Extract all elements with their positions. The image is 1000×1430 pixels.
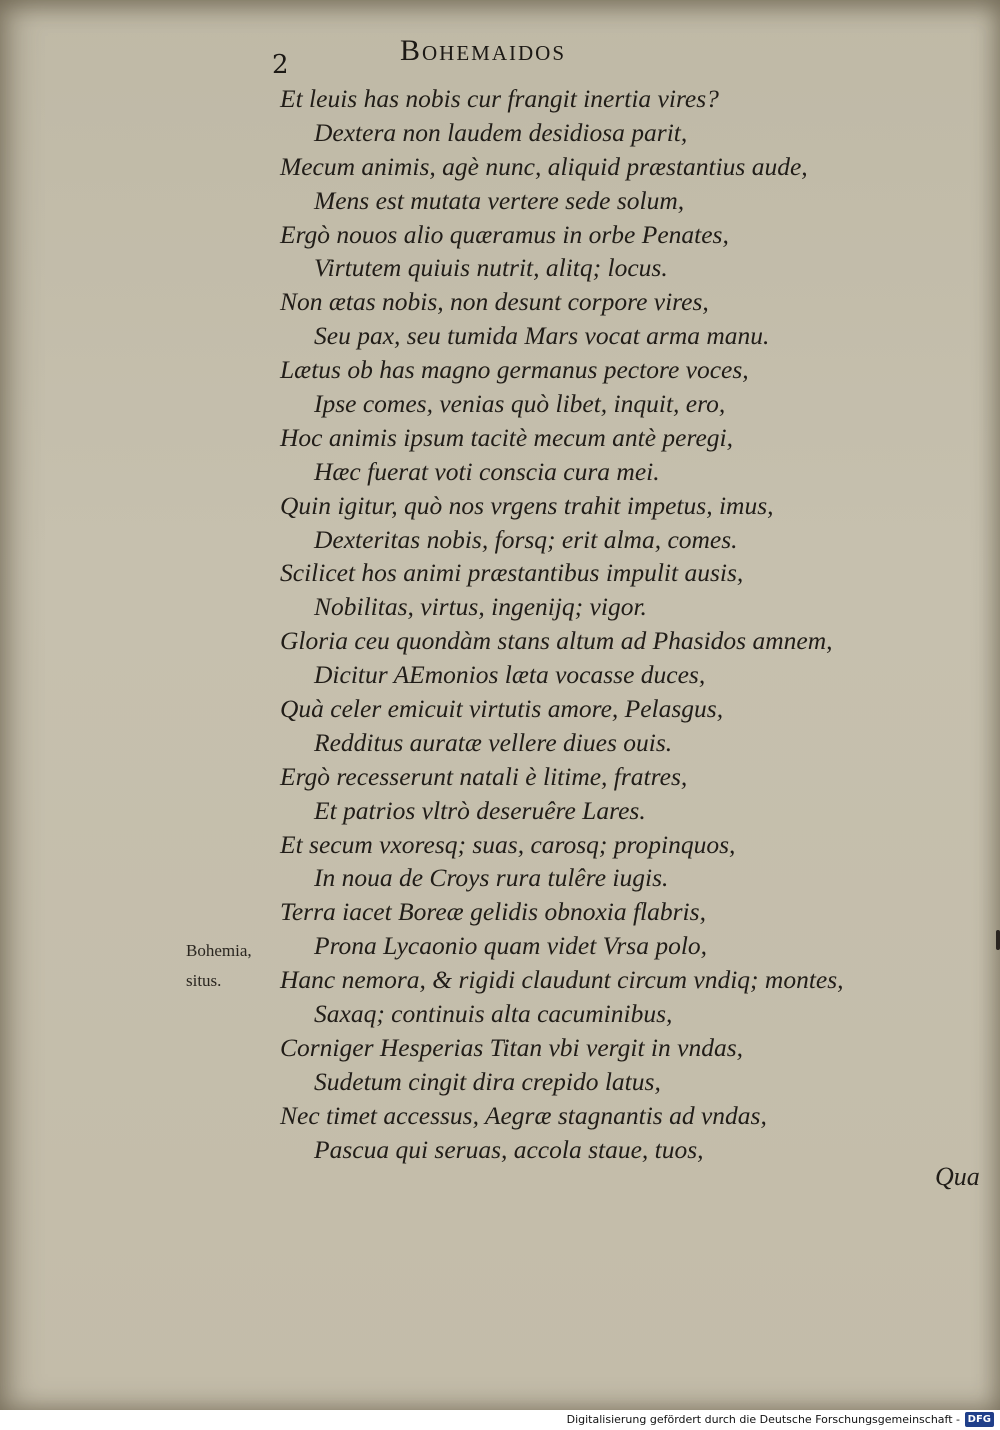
verse-line: In noua de Croys rura tulêre iugis. xyxy=(314,863,669,893)
verse-line: Virtutem quiuis nutrit, alitq; locus. xyxy=(314,253,668,283)
marginal-note-line: situs. xyxy=(186,971,222,990)
verse-line: Quin igitur, quò nos vrgens trahit impetus, imus, xyxy=(280,490,774,520)
verse-line: Mens est mutata vertere sede solum, xyxy=(314,185,685,215)
verse-line: Ipse comes, venias quò libet, inquit, ero, xyxy=(314,389,726,419)
running-head: Bohemaidos xyxy=(400,34,567,67)
verse-line: Quà celer emicuit virtutis amore, Pelasgus, xyxy=(280,694,724,724)
verse-line: Gloria ceu quondàm stans altum ad Phasidos amnem, xyxy=(280,626,833,656)
verse-line: Nec timet accessus, Aegræ stagnantis ad vndas, xyxy=(280,1100,767,1130)
verse-line: Prona Lycaonio quam videt Vrsa polo, xyxy=(314,931,708,961)
verse-line: Et patrios vltrò deseruêre Lares. xyxy=(314,795,646,825)
verse-line: Et leuis has nobis cur frangit inertia vires? xyxy=(280,84,719,113)
page-number: 2 xyxy=(272,50,289,80)
verse-line: Pascua qui seruas, accola staue, tuos, xyxy=(314,1134,704,1164)
verse-line: Corniger Hesperias Titan vbi vergit in vndas, xyxy=(280,1032,743,1062)
verse-line: Hæc fuerat voti conscia cura mei. xyxy=(314,456,660,486)
verse-line: Dexteritas nobis, forsq; erit alma, comes. xyxy=(314,524,738,554)
verse-line: Non ætas nobis, non desunt corpore vires, xyxy=(280,287,709,317)
page-edge-mark xyxy=(996,930,1000,950)
verse-block xyxy=(280,82,980,1167)
verse-line: Seu pax, seu tumida Mars vocat arma manu. xyxy=(314,321,770,351)
marginal-note xyxy=(186,936,252,996)
verse-line: Saxaq; continuis alta cacuminibus, xyxy=(314,999,673,1029)
verse-line: Ergò nouos alio quæramus in orbe Penates, xyxy=(280,219,729,249)
verse-line: Scilicet hos animi præstantibus impulit ausis, xyxy=(280,558,744,588)
verse-line: Hanc nemora, & rigidi claudunt circum vndiq; montes, xyxy=(280,965,844,995)
marginal-note-line: Bohemia, xyxy=(186,941,252,960)
catchword: Qua xyxy=(935,1162,980,1191)
verse-line: Hoc animis ipsum tacitè mecum antè peregi, xyxy=(280,422,733,452)
footer-bar xyxy=(0,1410,1000,1430)
verse-line: Dextera non laudem desidiosa parit, xyxy=(314,117,688,147)
verse-line: Lætus ob has magno germanus pectore voces, xyxy=(280,355,749,385)
verse-line: Ergò recesserunt natali è litime, fratres, xyxy=(280,761,688,791)
verse-line: Terra iacet Boreæ gelidis obnoxia flabris, xyxy=(280,897,706,927)
verse-line: Mecum animis, agè nunc, aliquid præstantius aude, xyxy=(280,151,808,181)
verse-line: Redditus auratæ vellere diues ouis. xyxy=(314,727,673,757)
verse-line: Et secum vxoresq; suas, carosq; propinquos, xyxy=(280,829,736,859)
verse-line: Dicitur AEmonios læta vocasse duces, xyxy=(314,660,706,690)
dfg-logo-icon: DFG xyxy=(965,1412,994,1427)
verse-line: Nobilitas, virtus, ingenijq; vigor. xyxy=(314,592,647,622)
footer-credit: Digitalisierung gefördert durch die Deutsche Forschungsgemeinschaft - xyxy=(566,1413,960,1426)
verse-line: Sudetum cingit dira crepido latus, xyxy=(314,1066,661,1096)
